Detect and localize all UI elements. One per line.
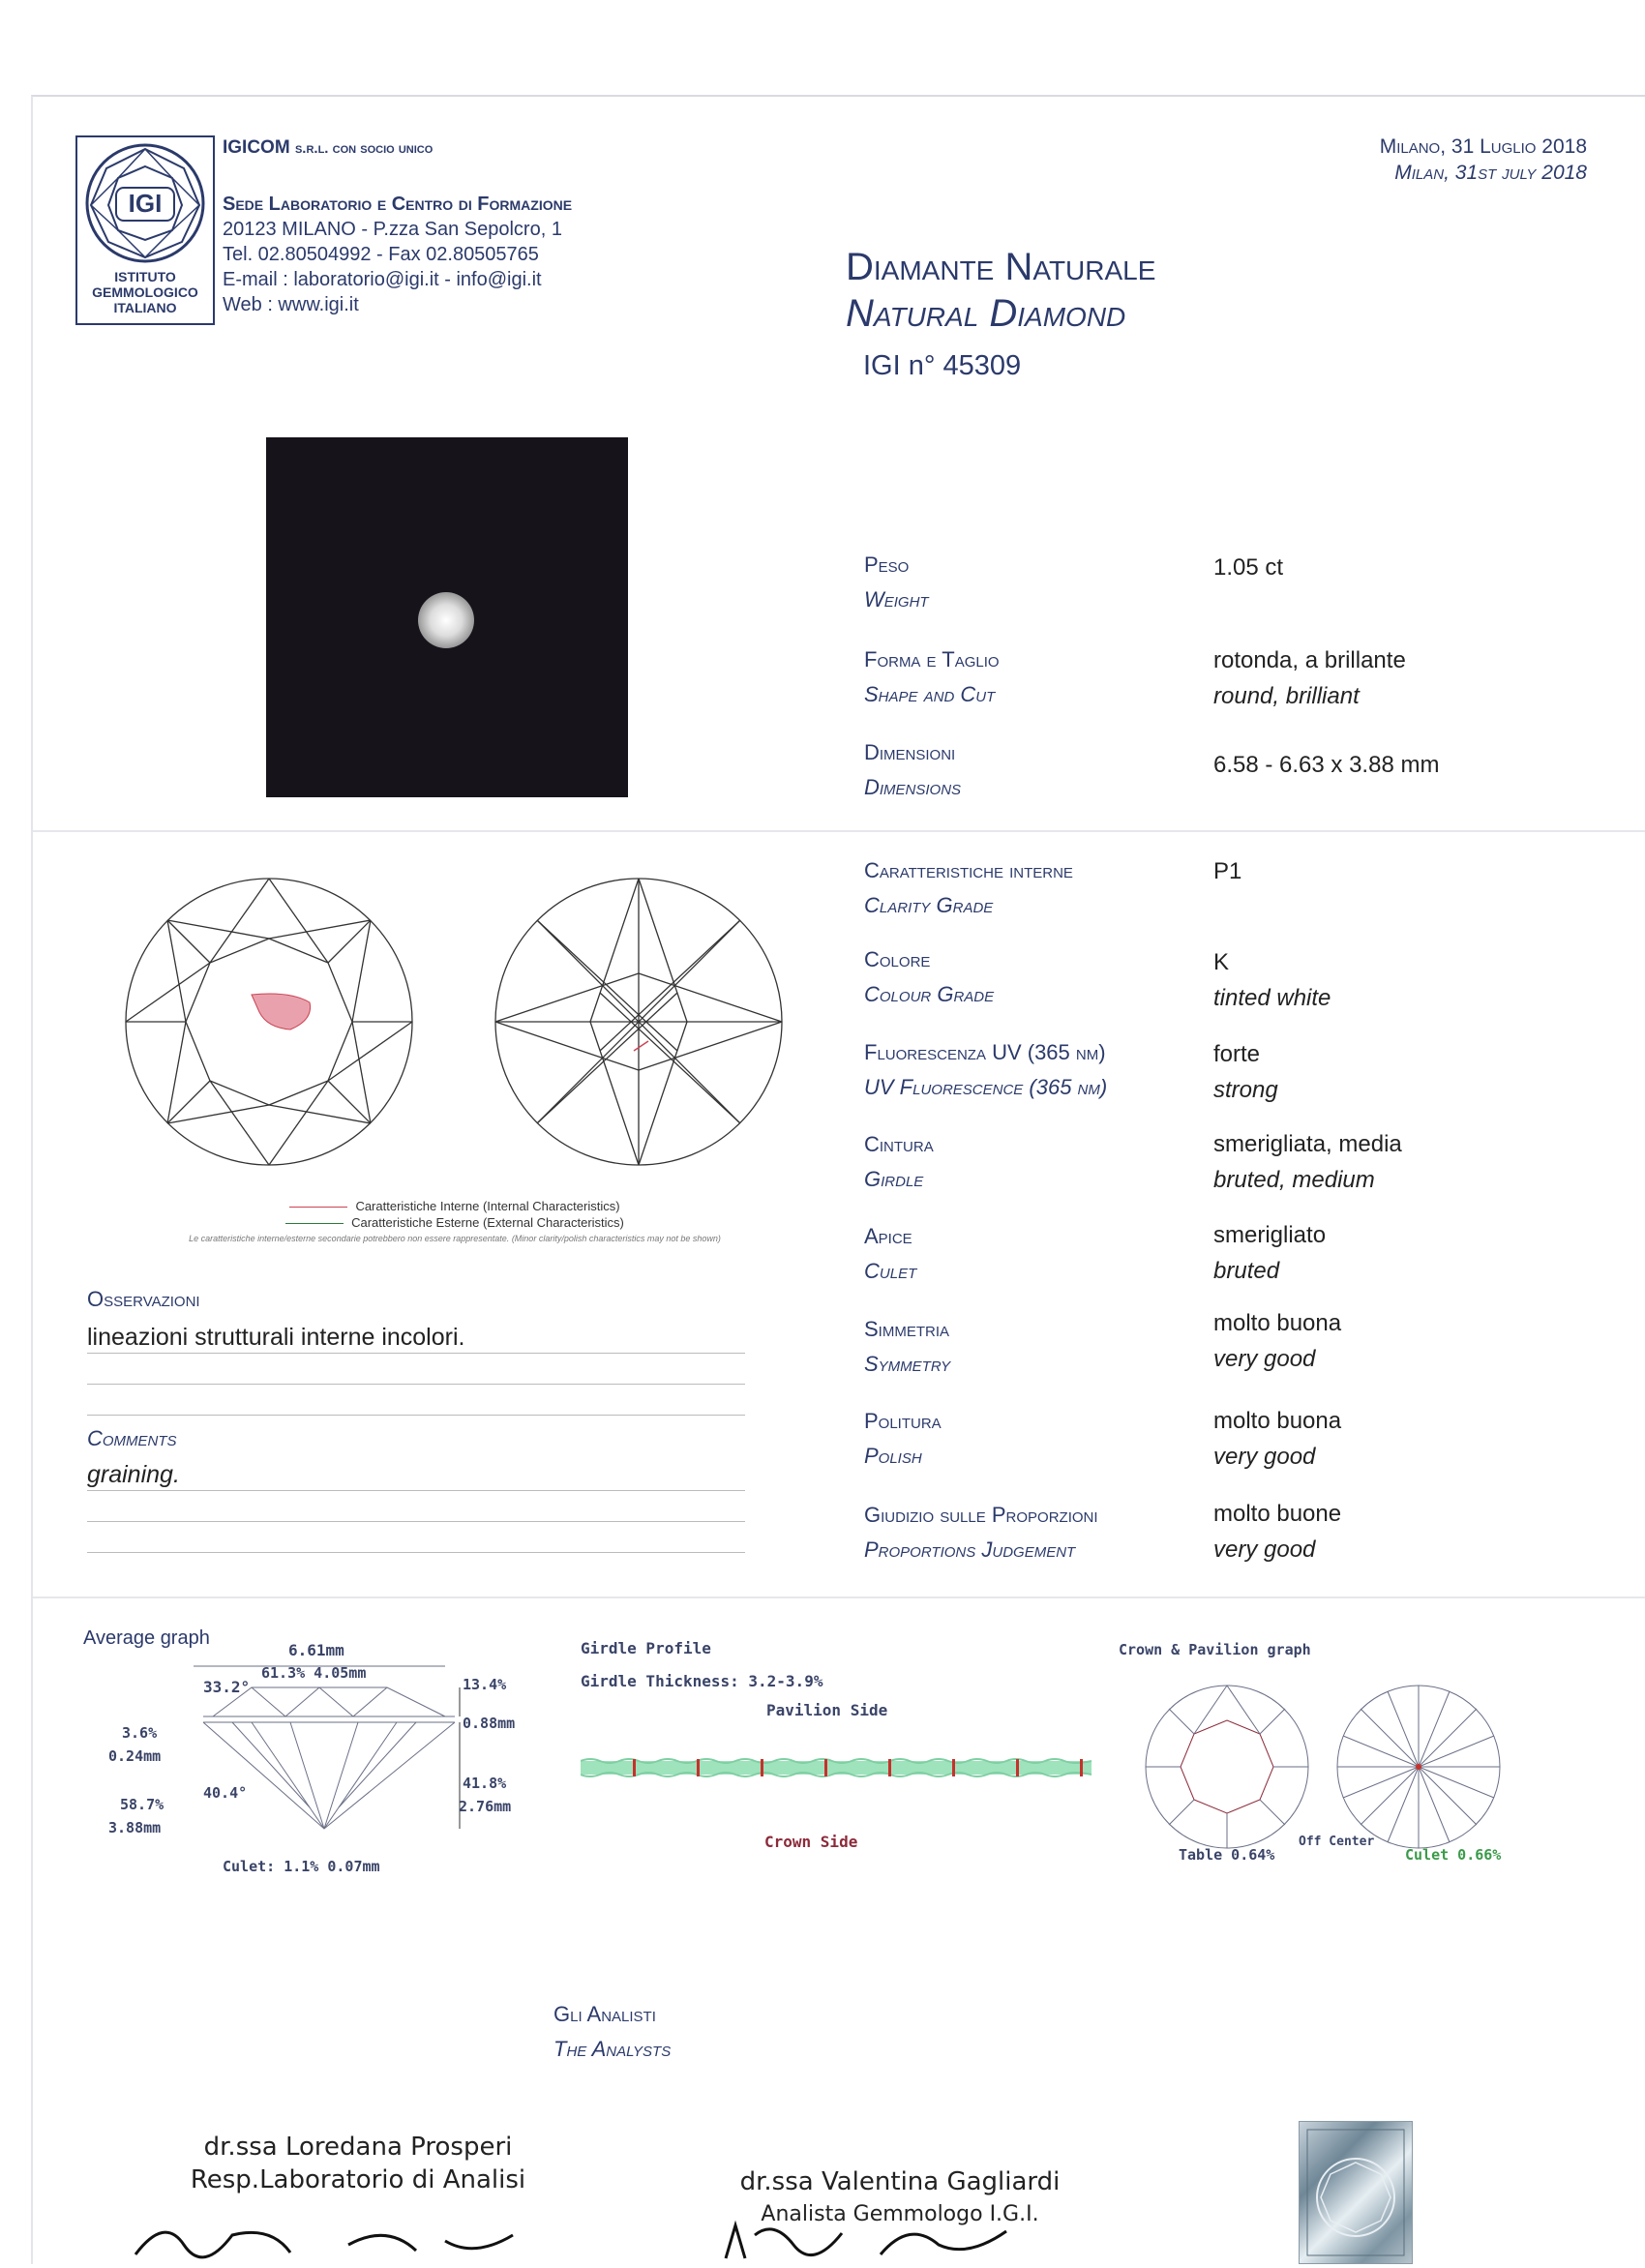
property-label: Cintura Girdle xyxy=(864,1132,934,1191)
crown-graph-icon xyxy=(1146,1686,1308,1848)
total-depth-mm-label: 3.88mm xyxy=(108,1819,162,1836)
property-value: 6.58 - 6.63 x 3.88 mm xyxy=(1213,752,1440,778)
hologram-seal-icon xyxy=(1299,2121,1413,2264)
analysts-heading xyxy=(553,1997,671,2067)
property-value: molto buona very good xyxy=(1213,1408,1342,1470)
analyst-1-name: dr.ssa Loredana Prosperi xyxy=(203,2133,513,2162)
property-value: 1.05 ct xyxy=(1213,554,1284,581)
certificate-number: IGI n° 45309 xyxy=(863,350,1022,381)
analyst-1-role: Resp.Laboratorio di Analisi xyxy=(190,2165,526,2194)
issue-date xyxy=(1380,134,1587,186)
off-center-label: Off Center xyxy=(1299,1835,1375,1849)
property-value: smerigliato bruted xyxy=(1213,1222,1327,1284)
girdle-band-icon xyxy=(581,1753,1093,1782)
diameter-label: 6.61mm xyxy=(288,1641,344,1659)
divider xyxy=(87,1521,745,1522)
crown-angle-label: 33.2° xyxy=(203,1678,251,1696)
property-value: P1 xyxy=(1213,858,1242,884)
analyst-2-name: dr.ssa Valentina Gagliardi xyxy=(739,2167,1061,2196)
inclusion-mark-icon xyxy=(634,1041,648,1051)
pavilion-depth-label: 41.8% xyxy=(463,1775,507,1792)
date-italian: Milano, 31 Luglio 2018 xyxy=(1379,135,1587,158)
property-label: Politura Polish xyxy=(864,1409,942,1468)
property-value: smerigliata, media bruted, medium xyxy=(1213,1131,1402,1193)
divider xyxy=(87,1353,745,1354)
property-label: Forma e Taglio Shape and Cut xyxy=(864,647,1000,706)
girdle-mm-label: 0.24mm xyxy=(108,1747,162,1765)
property-value: K tinted white xyxy=(1213,949,1331,1011)
company-details xyxy=(223,192,572,317)
property-value: forte strong xyxy=(1213,1041,1278,1103)
logo-text: IGI xyxy=(128,189,163,218)
total-depth-label: 58.7% xyxy=(120,1796,164,1813)
company-suffix: s.r.l. con socio unico xyxy=(294,140,434,157)
property-value: rotonda, a brillante round, brilliant xyxy=(1213,647,1406,709)
legend-internal: Caratteristiche Interne (Internal Characteristics) xyxy=(155,1198,755,1214)
fold-line xyxy=(33,830,1645,832)
crown-height-mm-label: 0.88mm xyxy=(463,1715,516,1732)
fold-line xyxy=(33,1597,1645,1598)
pavilion-depth-mm-label: 2.76mm xyxy=(459,1798,512,1815)
legend-external: Caratteristiche Esterne (External Characteristics) xyxy=(155,1214,755,1231)
analysts-title-it: Gli Analisti xyxy=(553,2002,656,2026)
divider xyxy=(87,1490,745,1491)
legend-note: Le caratteristiche interne/esterne secondarie potrebbero non essere rappresentate. (Minor clarity/polish characteristics may not be shown) xyxy=(189,1234,721,1243)
company-address: 20123 MILANO - P.zza San Sepolcro, 1 xyxy=(223,219,562,240)
property-label: Dimensioni Dimensions xyxy=(864,740,962,799)
title-italian: Diamante Naturale xyxy=(846,246,1156,288)
diamond-icon xyxy=(418,592,474,648)
crown-pavilion-title: Crown & Pavilion graph xyxy=(1119,1641,1311,1658)
property-value: molto buone very good xyxy=(1213,1501,1342,1563)
girdle-pct-label: 3.6% xyxy=(122,1724,158,1742)
property-label: Simmetria Symmetry xyxy=(864,1317,951,1376)
pavilion-view-icon xyxy=(495,879,782,1165)
title-english: Natural Diamond xyxy=(846,292,1126,335)
analysts-title-en: The Analysts xyxy=(553,2037,672,2061)
crown-side-label: Crown Side xyxy=(764,1833,858,1851)
signature-2-icon xyxy=(716,2216,1064,2262)
crown-pavilion-icons xyxy=(1142,1680,1510,1854)
pavilion-side-label: Pavilion Side xyxy=(766,1701,888,1719)
analyst-1 xyxy=(155,2131,561,2196)
plot-legend xyxy=(155,1198,755,1247)
diamond-photo xyxy=(266,437,628,797)
observations-title: Osservazioni xyxy=(87,1287,200,1311)
property-label: Apice Culet xyxy=(864,1224,917,1283)
crown-height-label: 13.4% xyxy=(463,1676,507,1693)
pavilion-angle-label: 40.4° xyxy=(203,1784,248,1802)
culet-offcenter-label: Culet 0.66% xyxy=(1405,1846,1502,1864)
girdle-thickness-label: Girdle Thickness: 3.2-3.9% xyxy=(581,1672,823,1690)
divider xyxy=(87,1384,745,1385)
clarity-plot-diagrams xyxy=(106,867,803,1196)
company-name xyxy=(223,137,433,159)
logo-caption: ISTITUTO GEMMOLOGICO ITALIANO xyxy=(92,269,198,315)
legend-green-line xyxy=(285,1223,344,1224)
property-label: Peso Weight xyxy=(864,552,929,612)
comments-title: Comments xyxy=(87,1426,177,1450)
divider xyxy=(87,1552,745,1553)
girdle-profile-title: Girdle Profile xyxy=(581,1639,711,1657)
company-web: Web : www.igi.it xyxy=(223,294,359,315)
company-tel: Tel. 02.80504992 - Fax 02.80505765 xyxy=(223,244,539,265)
company-sub: Sede Laboratorio e Centro di Formazione xyxy=(223,194,573,215)
property-label: Colore Colour Grade xyxy=(864,947,995,1006)
table-label: 61.3% 4.05mm xyxy=(261,1664,367,1682)
legend-red-line xyxy=(289,1207,347,1208)
table-offcenter-label: Table 0.64% xyxy=(1179,1846,1275,1864)
analyst-2-role: Analista Gemmologo I.G.I. xyxy=(761,2202,1039,2226)
comments-text: graining. xyxy=(87,1461,180,1488)
company-email: E-mail : laboratorio@igi.it - info@igi.it xyxy=(223,269,542,290)
date-english: Milan, 31st july 2018 xyxy=(1394,162,1587,184)
divider xyxy=(87,1415,745,1416)
inclusion-mark-icon xyxy=(252,994,311,1030)
property-label: Giudizio sulle Proporzioni Proportions Judgement xyxy=(864,1503,1098,1562)
observations-text: lineazioni strutturali interne incolori. xyxy=(87,1324,465,1351)
property-label: Caratteristiche interne Clarity Grade xyxy=(864,858,1073,917)
culet-label: Culet: 1.1% 0.07mm xyxy=(223,1858,380,1875)
signature-1-icon xyxy=(126,2216,552,2262)
average-graph-title: Average graph xyxy=(83,1627,210,1649)
company-title: IGICOM xyxy=(223,137,290,158)
property-value: molto buona very good xyxy=(1213,1310,1342,1372)
culet-point-icon xyxy=(1416,1764,1421,1770)
igi-logo xyxy=(75,135,215,325)
hologram-emblem-icon xyxy=(1300,2122,1412,2263)
property-label: Fluorescenza UV (365 nm) UV Fluorescence (365 nm) xyxy=(864,1040,1108,1099)
